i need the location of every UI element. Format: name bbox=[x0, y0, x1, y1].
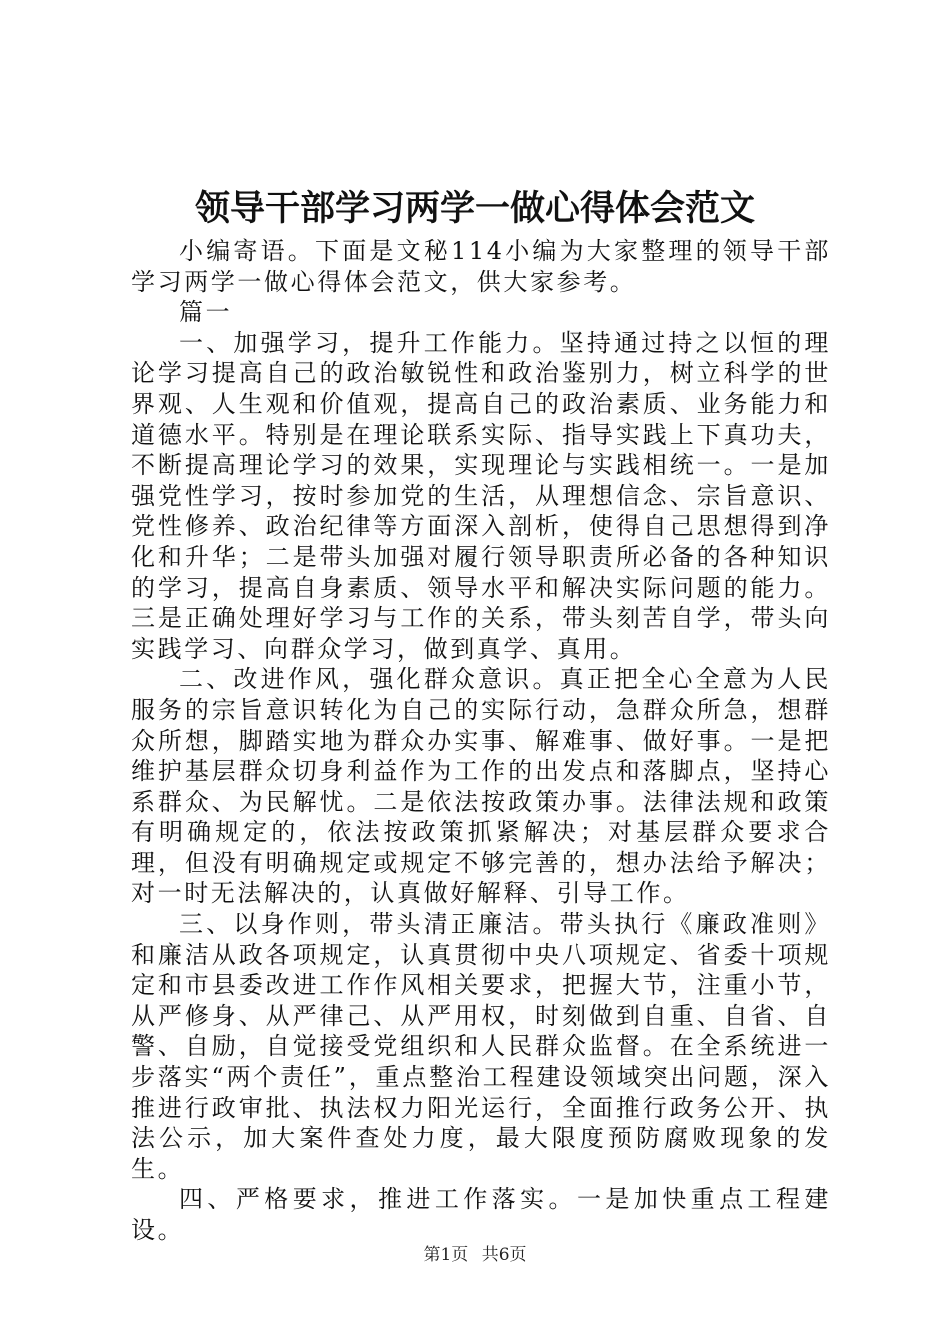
document-body bbox=[131, 236, 831, 1246]
page-footer bbox=[0, 1244, 950, 1266]
paragraph-point-3: 三、以身作则，带头清正廉洁。带头执行《廉政准则》和廉洁从政各项规定，认真贯彻中央八项规定、省委十项规定和市县委改进工作作风相关要求，把握大节，注重小节，从严修身、从严律己、从严用权，时刻做到自重、自省、自警、自励，自觉接受党组织和人民群众监督。在全系统进一步落实“两个责任”，重点整治工程建设领域突出问题，深入推进行政审批、执法权力阳光运行，全面推行政务公开、执法公示，加大案件查处力度，最大限度预防腐败现象的发生。 bbox=[131, 910, 831, 1183]
page-total: 共6页 bbox=[481, 1245, 527, 1265]
paragraph-intro: 小编寄语。下面是文秘114小编为大家整理的领导干部学习两学一做心得体会范文，供大家参考。 bbox=[131, 237, 831, 296]
paragraph-point-2: 二、改进作风，强化群众意识。真正把全心全意为人民服务的宗旨意识转化为自己的实际行动，急群众所急，想群众所想，脚踏实地为群众办实事、解难事、做好事。一是把维护基层群众切身利益作为工作的出发点和落脚点，坚持心系群众、为民解忧。二是依法按政策办事。法律法规和政策有明确规定的，依法按政策抓紧解决；对基层群众要求合理，但没有明确规定或规定不够完善的，想办法给予解决；对一时无法解决的，认真做好解释、引导工作。 bbox=[131, 665, 831, 908]
document-title: 领导干部学习两学一做心得体会范文 bbox=[194, 188, 755, 229]
page-number: 第1页 bbox=[423, 1245, 469, 1265]
paragraph-point-4: 四、严格要求，推进工作落实。一是加快重点工程建设。 bbox=[131, 1185, 831, 1244]
paragraph-section-label: 篇一 bbox=[179, 298, 233, 327]
paragraph-point-1: 一、加强学习，提升工作能力。坚持通过持之以恒的理论学习提高自己的政治敏锐性和政治鉴别力，树立科学的世界观、人生观和价值观，提高自己的政治素质、业务能力和道德水平。特别是在理论联系实际、指导实践上下真功夫，不断提高理论学习的效果，实现理论与实践相统一。一是加强党性学习，按时参加党的生活，从理想信念、宗旨意识、党性修养、政治纪律等方面深入剖析，使得自己思想得到净化和升华；二是带头加强对履行领导职责所必备的各种知识的学习，提高自身素质、领导水平和解决实际问题的能力。三是正确处理好学习与工作的关系，带头刻苦自学，带头向实践学习、向群众学习，做到真学、真用。 bbox=[131, 328, 831, 663]
